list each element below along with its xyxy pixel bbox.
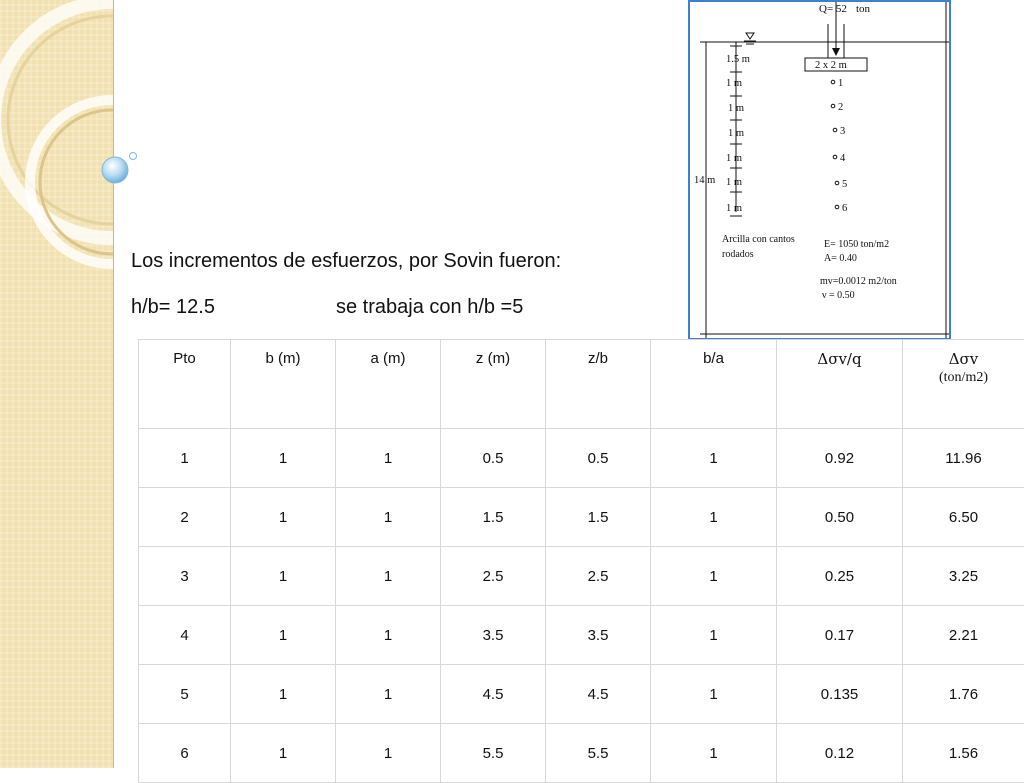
stress-increment-table [138,339,1024,783]
point-label: 4 [840,153,846,164]
load-label: Q= 52 [819,3,847,15]
soil-profile-figure [688,0,951,340]
table-cell: 3 [139,547,231,606]
total-depth-label: 14 m [694,175,715,186]
table-cell: 0.5 [546,429,651,488]
header-cell: Pto [139,340,231,429]
depth-label: 1 m [726,78,742,89]
table-cell: 5.5 [441,724,546,783]
table-row [139,488,1024,547]
table-cell: 2.21 [903,606,1024,665]
table-cell: 1 [651,547,777,606]
depth-label: 1.5 m [726,54,750,65]
depth-label: 1 m [728,103,744,114]
table-cell: 1 [651,429,777,488]
hb-ratio-text: h/b= 12.5 [131,296,336,319]
table-cell: 2 [139,488,231,547]
table-cell: 1 [231,606,336,665]
point-label: 6 [842,203,847,214]
soil-profile-drawing [690,2,949,338]
header-cell: z (m) [441,340,546,429]
table-cell: 3.5 [441,606,546,665]
table-cell: 0.12 [777,724,903,783]
table-cell: 1 [231,547,336,606]
intro-text: Los incrementos de esfuerzos, por Sovin fueron: [131,250,561,273]
table-cell: 1 [651,665,777,724]
table-cell: 1 [231,665,336,724]
table-cell: 2.5 [441,547,546,606]
table-cell: 5 [139,665,231,724]
table-row [139,724,1024,783]
table-cell: 1 [651,606,777,665]
table-cell: 0.50 [777,488,903,547]
footing-label: 2 x 2 m [815,60,847,71]
table-cell: 4.5 [546,665,651,724]
table-cell: 1.5 [441,488,546,547]
point-label: 5 [842,179,847,190]
table-cell: 1 [651,488,777,547]
table-cell: 1 [651,724,777,783]
table-cell: 1 [231,488,336,547]
table-cell: 1 [336,429,441,488]
table-cell: 4.5 [441,665,546,724]
table-cell: 6.50 [903,488,1024,547]
decorative-orb [98,150,148,190]
table-cell: 11.96 [903,429,1024,488]
table-cell: 5.5 [546,724,651,783]
header-stress-label: Δσv [949,350,979,368]
table-cell: 1 [336,665,441,724]
point-label: 3 [840,126,845,137]
header-cell-stress [903,340,1024,429]
depth-label: 1 m [726,203,742,214]
table-cell: 1 [336,488,441,547]
table-cell: 1.76 [903,665,1024,724]
header-stress-unit: (ton/m2) [903,370,1024,386]
table-row [139,606,1024,665]
header-cell: b (m) [231,340,336,429]
table-cell: 1 [336,547,441,606]
soil-label-continued: rodados [722,249,754,260]
table-cell: 0.92 [777,429,903,488]
table-cell: 1 [231,724,336,783]
header-cell: a (m) [336,340,441,429]
table-cell: 1.56 [903,724,1024,783]
working-ratio-text: se trabaja con h/b =5 [336,296,523,318]
table-cell: 6 [139,724,231,783]
table-row [139,547,1024,606]
poisson-label: ν = 0.50 [822,290,855,301]
a-parameter-label: A= 0.40 [824,253,857,264]
mv-label: mv=0.0012 m2/ton [820,276,897,287]
table-cell: 1 [336,606,441,665]
table-cell: 2.5 [546,547,651,606]
decorative-side-band [0,0,114,768]
header-cell: z/b [546,340,651,429]
table-cell: 0.5 [441,429,546,488]
table-row [139,665,1024,724]
table-cell: 4 [139,606,231,665]
table-cell: 3.25 [903,547,1024,606]
ratio-line [131,296,523,319]
header-cell: Δσv/q [777,340,903,429]
point-label: 2 [838,102,843,113]
table-cell: 0.135 [777,665,903,724]
depth-label: 1 m [728,128,744,139]
load-unit: ton [856,3,871,15]
depth-label: 1 m [726,177,742,188]
point-label: 1 [838,78,843,89]
table-header-row [139,340,1024,429]
table-cell: 0.17 [777,606,903,665]
table-cell: 1 [139,429,231,488]
table-cell: 1 [231,429,336,488]
soil-label: Arcilla con cantos [722,234,795,245]
depth-label: 1 m [726,153,742,164]
table-body [139,429,1024,783]
table-cell: 0.25 [777,547,903,606]
table-row [139,429,1024,488]
table-cell: 1 [336,724,441,783]
table-cell: 3.5 [546,606,651,665]
header-cell: b/a [651,340,777,429]
table-cell: 1.5 [546,488,651,547]
decorative-rings [0,0,114,768]
modulus-label: E= 1050 ton/m2 [824,239,889,250]
